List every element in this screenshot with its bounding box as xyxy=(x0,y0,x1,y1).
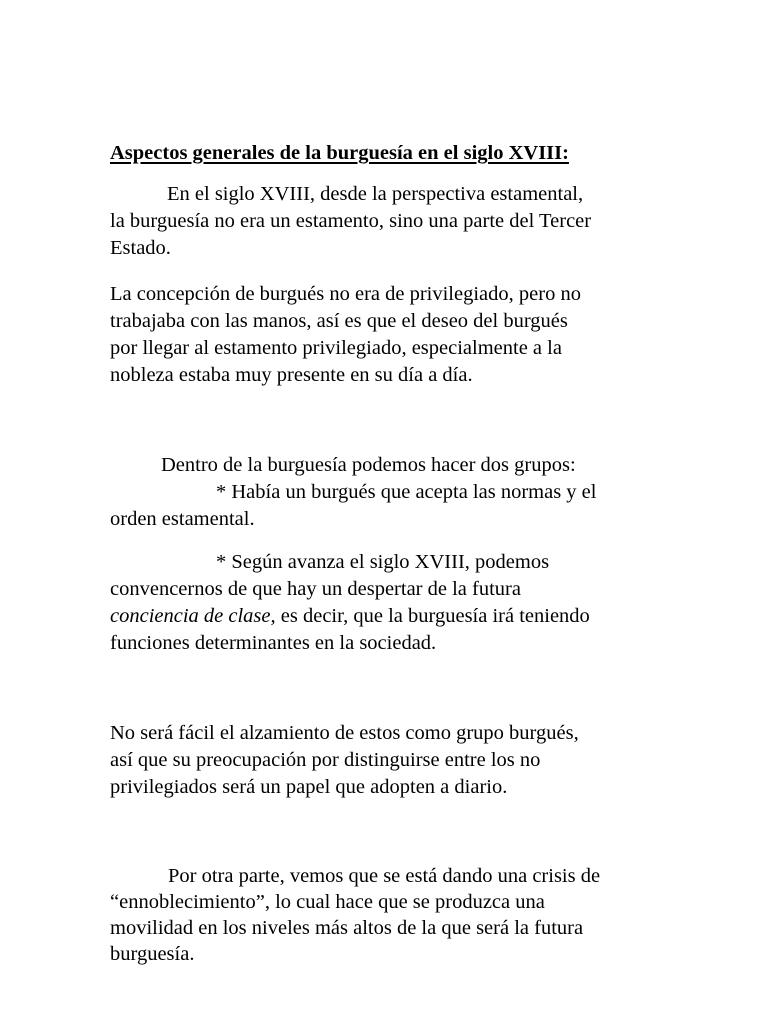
paragraph-2-line-2: trabajaba con las manos, así es que el deseo del burgués xyxy=(110,310,568,332)
paragraph-5-line-2: así que su preocupación por distinguirse entre los no xyxy=(110,749,541,771)
paragraph-6-line-3: movilidad en los niveles más altos de la que será la futura xyxy=(110,917,584,939)
paragraph-6-line-4: burguesía. xyxy=(110,943,195,965)
italic-term: conciencia de clase, xyxy=(110,605,276,627)
paragraph-6-line-2: “ennoblecimiento”, lo cual hace que se produzca una xyxy=(110,891,545,913)
paragraph-4-line-3-rest: es decir, que la burguesía irá teniendo xyxy=(275,605,590,627)
paragraph-4-bullet-2: * Según avanza el siglo XVIII, podemos xyxy=(216,551,550,573)
paragraph-5-line-1: No será fácil el alzamiento de estos como grupo burgués, xyxy=(110,722,579,744)
document-heading: Aspectos generales de la burguesía en el siglo XVIII: xyxy=(110,142,569,164)
paragraph-2-line-1: La concepción de burgués no era de privilegiado, pero no xyxy=(110,283,581,305)
paragraph-4-line-3 xyxy=(110,603,590,629)
paragraph-1-line-1: En el siglo XVIII, desde la perspectiva estamental, xyxy=(167,183,584,205)
paragraph-2-line-3: por llegar al estamento privilegiado, especialmente a la xyxy=(110,337,562,359)
paragraph-1-line-3: Estado. xyxy=(110,237,171,259)
paragraph-3-bullet-1: * Había un burgués que acepta las normas y el xyxy=(216,481,597,503)
paragraph-3-line-1: Dentro de la burguesía podemos hacer dos grupos: xyxy=(161,454,576,476)
paragraph-4-line-2: convencernos de que hay un despertar de la futura xyxy=(110,578,521,600)
paragraph-3-line-3: orden estamental. xyxy=(110,508,255,530)
paragraph-4-line-4: funciones determinantes en la sociedad. xyxy=(110,632,437,654)
paragraph-1-line-2: la burguesía no era un estamento, sino una parte del Tercer xyxy=(110,210,592,232)
paragraph-5-line-3: privilegiados será un papel que adopten a diario. xyxy=(110,776,508,798)
paragraph-6-line-1: Por otra parte, vemos que se está dando una crisis de xyxy=(168,865,601,887)
paragraph-2-line-4: nobleza estaba muy presente en su día a día. xyxy=(110,364,473,386)
